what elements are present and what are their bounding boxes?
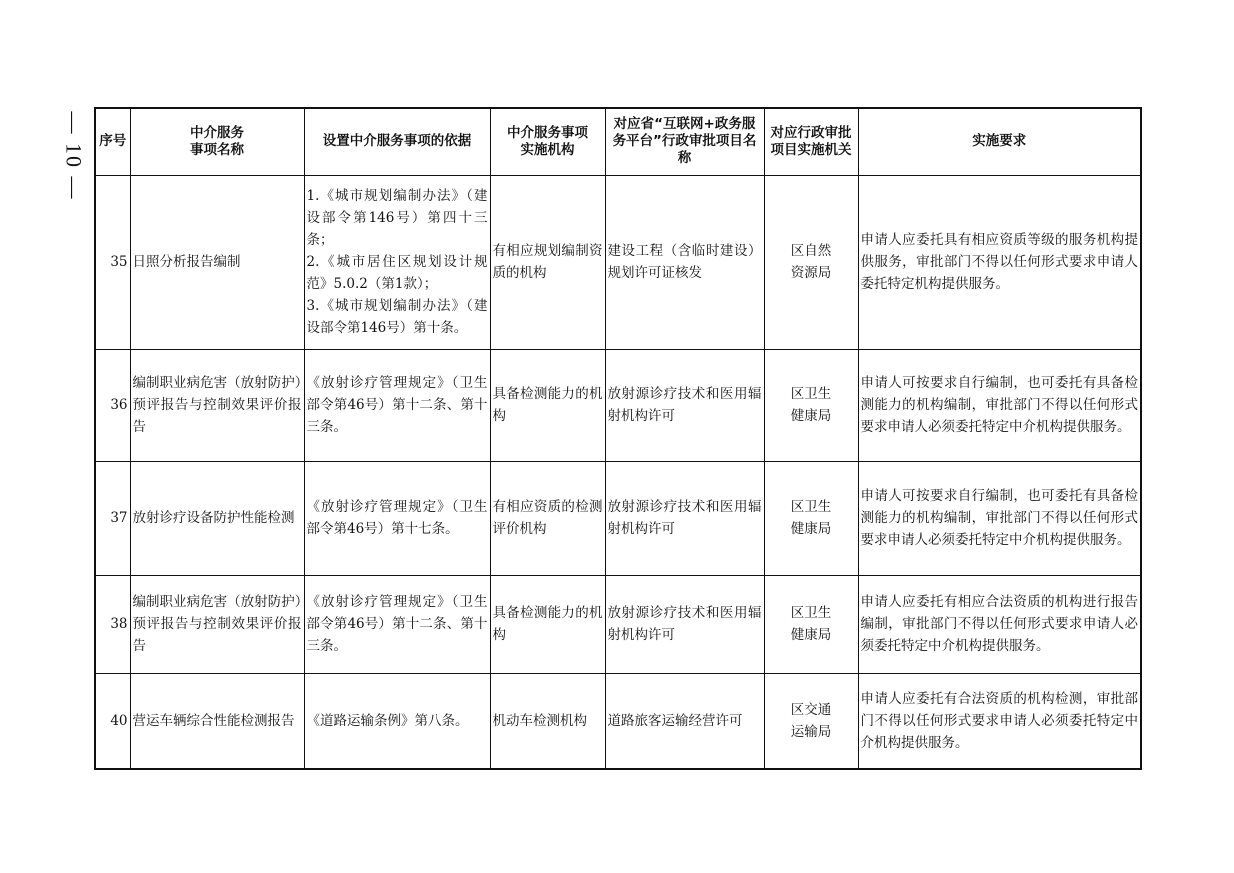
row-approval-item: 放射源诊疗技术和医用辐射机构许可 <box>605 575 764 673</box>
row-agency: 具备检测能力的机构 <box>490 575 605 673</box>
row-requirement: 申请人应委托有合法资质的机构检测，审批部门不得以任何形式要求申请人必须委托特定中介机构提供服务。 <box>858 673 1141 769</box>
basis-item: 《道路运输条例》第八条。 <box>306 712 469 729</box>
intermediary-services-table <box>94 107 1142 770</box>
row-seq: 36 <box>95 349 130 461</box>
row-service-name: 编制职业病危害（放射防护）预评报告与控制效果评价报告 <box>130 349 304 461</box>
table-row <box>95 349 1141 461</box>
basis-item: 《放射诊疗管理规定》（卫生部令第46号）第十二条、第十三条。 <box>306 375 488 435</box>
table-row <box>95 673 1141 769</box>
table-row <box>95 175 1141 349</box>
row-basis <box>304 461 490 575</box>
row-seq: 35 <box>95 175 130 349</box>
header-authority: 对应行政审批项目实施机关 <box>764 108 858 175</box>
row-basis <box>304 673 490 769</box>
table-row <box>95 575 1141 673</box>
row-agency: 有相应资质的检测评价机构 <box>490 461 605 575</box>
row-basis <box>304 349 490 461</box>
page-number <box>58 108 88 203</box>
row-requirement: 申请人可按要求自行编制，也可委托有具备检测能力的机构编制，审批部门不得以任何形式要求申请人必须委托特定中介机构提供服务。 <box>858 349 1141 461</box>
row-authority: 区卫生健康局 <box>764 349 858 461</box>
row-requirement: 申请人可按要求自行编制，也可委托有具备检测能力的机构编制，审批部门不得以任何形式要求申请人必须委托特定中介机构提供服务。 <box>858 461 1141 575</box>
row-service-name: 日照分析报告编制 <box>130 175 304 349</box>
row-approval-item: 放射源诊疗技术和医用辐射机构许可 <box>605 349 764 461</box>
row-basis <box>304 175 490 349</box>
basis-item: 1.《城市规划编制办法》（建设部令第146号）第四十三条； <box>306 188 488 248</box>
row-authority: 区交通运输局 <box>764 673 858 769</box>
basis-item: 《放射诊疗管理规定》（卫生部令第46号）第十七条。 <box>306 499 488 537</box>
row-agency: 机动车检测机构 <box>490 673 605 769</box>
basis-item: 2.《城市居住区规划设计规范》5.0.2（第1款）； <box>306 254 488 292</box>
row-approval-item: 放射源诊疗技术和医用辐射机构许可 <box>605 461 764 575</box>
row-agency: 有相应规划编制资质的机构 <box>490 175 605 349</box>
row-authority: 区卫生健康局 <box>764 575 858 673</box>
row-approval-item: 道路旅客运输经营许可 <box>605 673 764 769</box>
basis-item: 3.《城市规划编制办法》（建设部令第146号）第十条。 <box>306 298 488 336</box>
table-header-row <box>95 108 1141 175</box>
row-authority: 区卫生健康局 <box>764 461 858 575</box>
header-seq: 序号 <box>95 108 130 175</box>
row-service-name: 编制职业病危害（放射防护）预评报告与控制效果评价报告 <box>130 575 304 673</box>
table-row <box>95 461 1141 575</box>
row-agency: 具备检测能力的机构 <box>490 349 605 461</box>
row-approval-item: 建设工程（含临时建设）规划许可证核发 <box>605 175 764 349</box>
row-seq: 37 <box>95 461 130 575</box>
header-basis: 设置中介服务事项的依据 <box>304 108 490 175</box>
row-service-name: 营运车辆综合性能检测报告 <box>130 673 304 769</box>
header-service-name: 中介服务 事项名称 <box>130 108 304 175</box>
row-requirement: 申请人应委托有相应合法资质的机构进行报告编制，审批部门不得以任何形式要求申请人必须委托特定中介机构提供服务。 <box>858 575 1141 673</box>
row-requirement: 申请人应委托具有相应资质等级的服务机构提供服务，审批部门不得以任何形式要求申请人委托特定机构提供服务。 <box>858 175 1141 349</box>
row-authority: 区自然资源局 <box>764 175 858 349</box>
header-approval-item: 对应省“互联网+政务服务平台”行政审批项目名称 <box>605 108 764 175</box>
header-requirement: 实施要求 <box>858 108 1141 175</box>
row-seq: 40 <box>95 673 130 769</box>
page-number-text: — 10 — <box>61 111 86 200</box>
row-service-name: 放射诊疗设备防护性能检测 <box>130 461 304 575</box>
row-basis <box>304 575 490 673</box>
row-seq: 38 <box>95 575 130 673</box>
header-agency: 中介服务事项 实施机构 <box>490 108 605 175</box>
basis-item: 《放射诊疗管理规定》（卫生部令第46号）第十二条、第十三条。 <box>306 594 488 654</box>
